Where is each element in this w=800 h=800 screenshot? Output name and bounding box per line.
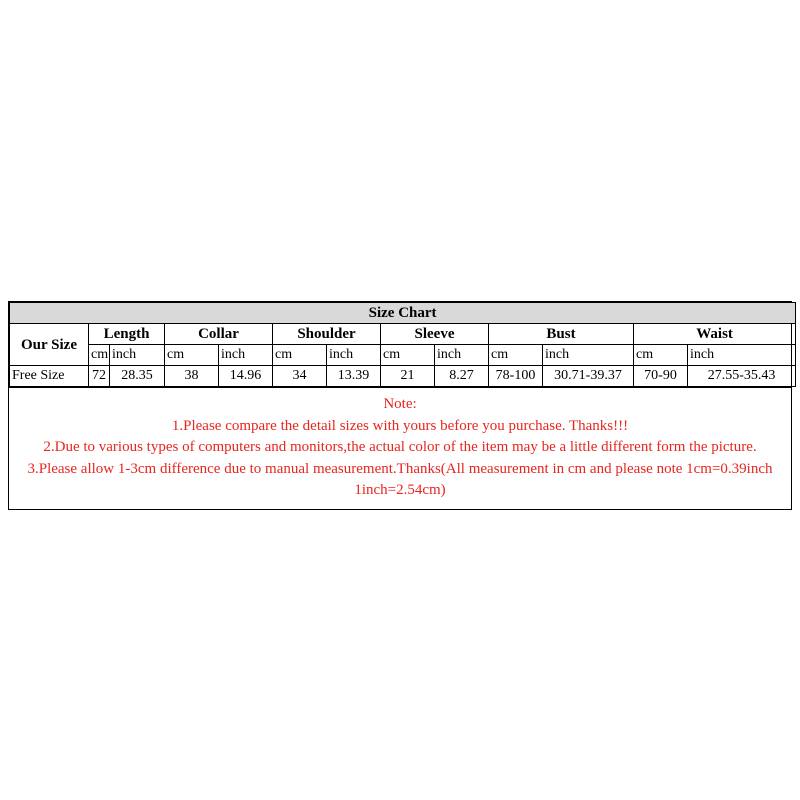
group-header-sleeve: Sleeve [381, 324, 489, 345]
value-cell: 27.55-35.43 [688, 366, 796, 387]
value-cell: 14.96 [219, 366, 273, 387]
group-header-collar: Collar [165, 324, 273, 345]
value-cell: 38 [165, 366, 219, 387]
size-name-cell: Free Size [10, 366, 89, 387]
note-item-1: 1.Please compare the detail sizes with yours before you purchase. Thanks!!! [171, 417, 629, 434]
group-header-length: Length [89, 324, 165, 345]
note-item-3: 3.Please allow 1-3cm difference due to manual measurement.Thanks(All measurement in cm and please note 1cm=0.39inch 1inch=2.54cm) [27, 460, 773, 498]
size-chart-table [9, 302, 796, 387]
value-cell: 21 [381, 366, 435, 387]
unit-cell: cm [89, 345, 110, 366]
value-cell: 78-100 [489, 366, 543, 387]
value-cell: 70-90 [634, 366, 688, 387]
notes-heading: Note: [383, 396, 417, 412]
unit-cell: inch [110, 345, 165, 366]
chart-title: Size Chart [10, 303, 796, 324]
note-item-2: 2.Due to various types of computers and monitors,the actual color of the item may be a little different form the picture. [43, 439, 757, 455]
unit-cell: cm [165, 345, 219, 366]
unit-cell: cm [273, 345, 327, 366]
group-header-row [10, 324, 796, 345]
table-row [10, 366, 796, 387]
unit-cell: inch [435, 345, 489, 366]
unit-cell: cm [634, 345, 688, 366]
value-cell: 8.27 [435, 366, 489, 387]
value-cell: 28.35 [110, 366, 165, 387]
value-cell: 30.71-39.37 [543, 366, 634, 387]
unit-cell: cm [489, 345, 543, 366]
unit-row [10, 345, 796, 366]
group-header-waist: Waist [634, 324, 796, 345]
value-cell: 34 [273, 366, 327, 387]
group-header-bust: Bust [489, 324, 634, 345]
title-row [10, 303, 796, 324]
our-size-header: Our Size [10, 324, 89, 366]
unit-cell: inch [327, 345, 381, 366]
group-header-shoulder: Shoulder [273, 324, 381, 345]
value-cell: 72 [89, 366, 110, 387]
unit-cell: inch [219, 345, 273, 366]
size-chart [8, 301, 792, 510]
unit-cell: cm [381, 345, 435, 366]
notes-section [9, 387, 791, 509]
value-cell: 13.39 [327, 366, 381, 387]
unit-cell: inch [543, 345, 634, 366]
unit-cell: inch [688, 345, 796, 366]
